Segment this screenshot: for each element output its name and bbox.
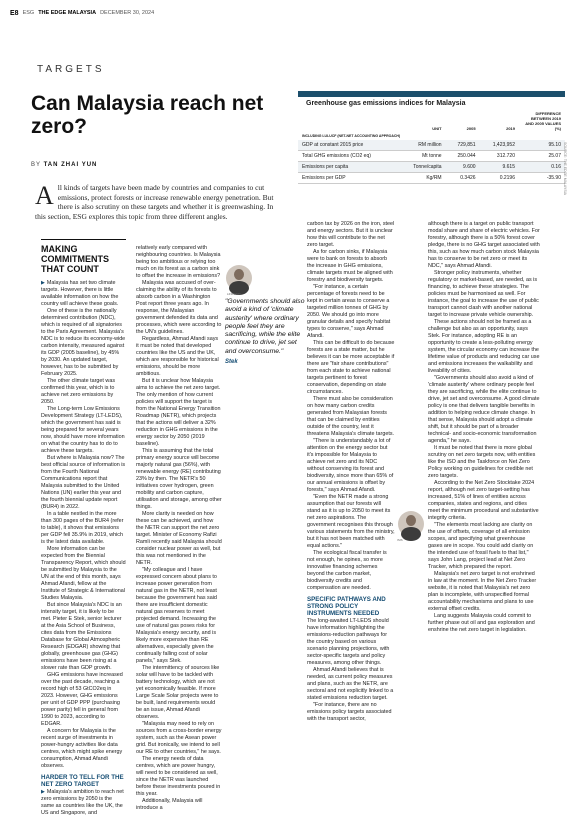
table-cell: Emissions per capita (298, 162, 398, 173)
paragraph: Malaysia was accused of over-claiming the ability of its forests to absorb carbon in a Washington Post report three years ago. In response, the Malaysian government defended its data and processes, which were according to the UN's guidelines. (136, 280, 222, 335)
avatar (226, 265, 252, 291)
paragraph: It must be noted that there is more global scrutiny on net zero targets now, with entities like the ISO and the Taskforce on Net Zero Policy working on guidelines for credible net zero targets. (428, 445, 536, 479)
photo-credit: LINKEDIN (227, 292, 241, 296)
table-cell: Total GHG emissions (CO2 eq) (298, 151, 398, 162)
triangle-bullet-icon: ▶ (41, 280, 45, 286)
table-header-row (298, 110, 565, 132)
table-row (298, 162, 565, 173)
byline-prefix: BY (31, 162, 41, 168)
paragraph: although there is a target on public transport modal share and share of electric vehicles. For forestry, although there is a 50% forest cover pledge, there is no GHG target associated with this, such as how much carbon stock Malaysia has to conserve to be net zero or meet its NDC," says Ahmad Afandi. (428, 221, 540, 269)
paragraph: "For instance, there are no emissions policy targets associated with the transport sector, (307, 702, 392, 722)
pull-quote-text: "Governments should also avoid a kind of 'climate austerity' where ordinary people feel they are sacrificing, while the elite continue to drive, jet set and overconsume." (225, 298, 305, 355)
paragraph: "There is understandably a lot of attention on the energy sector but it's impossible for Malaysia to achieve net zero and its NDC without conserving its forest and biodiversity, since more than 65% of our annual emissions is offset by forests," says Ahmad Afandi. (307, 438, 394, 493)
headline: Can Malaysia reach net zero? (31, 92, 264, 138)
paragraph: Malaysia's net zero target is not enshrined in law at the moment. In the Net Zero Tracker website, it is noted that Malaysia's net zero plan is incomplete, with unspecified formal accountability mechanisms and plans to use external offset credits. (428, 571, 537, 612)
paragraph: The energy needs of data centres, which are power hungry, will need to be considered as well, since the NETR was launched before these investments poured in this year. (136, 756, 221, 797)
column-1 (41, 239, 126, 817)
column-4 (428, 221, 540, 634)
paragraph: "My colleague and I have expressed concern about plans to increase power generation from natural gas in the NETR, not least because the government has said there are insufficient domestic natural gas reserves to meet projected demand. Increasing the use of natural gas poses risks for Malaysia's energy security, and is likely more expensive than RE alternatives, especially given the continually falling cost of solar panels," says Stek. (136, 567, 217, 664)
paragraph: In a table nestled in the more than 300 pages of the BUR4 (refer to table), it shows that emissions per GDP fell 35.9% in 2019, which is the latest data available. (41, 511, 124, 545)
table-cell: 312.720 (480, 151, 519, 162)
table-cell: -35.90 (519, 173, 565, 184)
kicker: TARGETS (37, 64, 105, 75)
paragraph: ▶ Malaysia has set two climate targets. However, there is little available information on how the country will achieve these goals. (41, 280, 119, 307)
table-header: DIFFERENCE BETWEEN 2019 AND 2005 VALUES (%) (525, 111, 561, 131)
paragraph: According to the Net Zero Stocktake 2024 report, although net zero target-setting has increased, 51% of lines of entities across companies, states and regions, and cities meet the minimum procedural and substantive integrity criteria. (428, 480, 539, 521)
paragraph: carbon tax by 2026 on the iron, steel and energy sectors. But it is unclear how this will contribute to the net zero target. (307, 221, 395, 248)
intro-text: ll kinds of targets have been made by countries and companies to cut emissions, protect forests or increase renewable energy penetration. But there is also scrutiny on these targets and whether it is greenwashing. In this section, ESG explores this topic from three different angles. (35, 183, 274, 221)
paragraph: Lang suggests Malaysia could commit to further phase out oil and gas exploration and enshrine the net zero target in legislation. (428, 613, 535, 633)
paragraph: One of these is the nationally determined contribution (NDC), which is required of all signatories to the Paris Agreement. Malaysia's NDC is to reduce its economy-wide carbon intensity, measured against its GDP (2005 baseline), by 45% by 2030. An updated target, however, has to be submitted by February 2025. (41, 308, 126, 377)
table-source: SOURCE: THE EDGE MALAYSIA (563, 142, 567, 195)
paragraph: But since Malaysia's NDC is an intensity target, it is likely to be met. Pieter E Stek, senior lecturer at the Asia School of Business, cites data from the Emissions Database for Global Atmospheric Research (EDGAR) showing that globally, greenhouse gas (GHG) emissions have been rising at a slower rate than GDP growth. (41, 602, 122, 671)
column-2 (136, 245, 222, 812)
triangle-bullet-icon: ▶ (41, 789, 45, 795)
paper-name: THE EDGE MALAYSIA (38, 10, 97, 16)
paragraph: But it is unclear how Malaysia aims to achieve the net zero target. The only mention of how current policies will support the target is from the National Energy Transition Roadmap (NETR), which projects that the actions will deliver a 32% reduction in GHG emissions in the energy sector by 2050 (2019 baseline). (136, 378, 221, 447)
photo-credit: ISIS (397, 538, 403, 542)
subheading: HARDER TO TELL FOR THE NET ZERO TARGET (41, 774, 124, 788)
table-cell: 9.615 (480, 162, 519, 173)
subheading: SPECIFIC PATHWAYS AND STRONG POLICY INSTRUMENTS NEEDED (307, 596, 386, 617)
paragraph: ▶ Malaysia's ambition to reach net zero emissions by 2050 is the same as countries like the UK, the US and Singapore, and (41, 789, 124, 816)
paragraph: "Malaysia may need to rely on sources from a cross-border energy system, such as the Asean power grid. But ironically, we intend to sell our RE to other countries," he says. (136, 721, 222, 755)
paragraph: The other climate target was confirmed this year, which is to achieve net zero emissions by 2050. (41, 378, 116, 405)
table-cell: 250.044 (446, 151, 480, 162)
pull-quote (225, 298, 305, 366)
paragraph: Regardless, Ahmad Afandi says it must be noted that developed countries like the US and the UK, which are responsible for historical emissions, should be more ambitious. (136, 336, 219, 377)
table-cell: 25.07 (519, 151, 565, 162)
table-row (298, 173, 565, 184)
paragraph: This is assuming that the total primary energy source will become majorly natural gas (56%), with renewable energy (RE) contributing 23% by then. The NETR's 50 initiatives cover hydrogen, green mobility and carbon capture, utilisation and storage, among other things. (136, 448, 222, 510)
paragraph: "The elements most lacking are clarity on the use of offsets, coverage of all emission scopes, and specifying what greenhouse gases are in scope. You could add clarity on the intended use of fossil fuels to that list," says John Lang, project lead at Net Zero Tracker, which prepared the report. (428, 522, 534, 570)
section-title: MAKING COMMITMENTS THAT COUNT (41, 239, 126, 274)
table-cell: 0.3426 (446, 173, 480, 184)
paragraph: Additionally, Malaysia will introduce a (136, 798, 203, 811)
emissions-table (298, 91, 565, 184)
table-grid (298, 110, 565, 184)
paragraph: Ahmad Afandi believes that is needed, as current policy measures and plans, such as the NETR, are sectoral and not explicitly linked to a stated emissions reduction target. (307, 667, 394, 701)
paragraph: More clarity is needed on how these can be achieved, and how the NETR can support the net zero target. Minister of Economy Rafizi Ramli recently said Malaysia should consider nuclear power as well, but this was not mentioned in the NETR. (136, 511, 222, 566)
paragraph: relatively early compared with neighbouring countries. Is Malaysia being too ambitious or relying too much on its forest as a carbon sink to offset the increase in emissions? (136, 245, 221, 279)
paragraph: The intermittency of sources like solar will have to be tackled with battery technology, which are not yet economically feasible. If more Large Scale Solar projects were to be built, land requirements would be an issue, Ahmad Afandi observes. (136, 665, 220, 720)
table-cell: Mt tonne (398, 151, 445, 162)
table-header: UNIT (432, 126, 442, 131)
table-cell: GDP at constant 2015 price (298, 140, 398, 151)
paragraph: Stronger policy instruments, whether regulatory or market-based, are needed, as is financing, to achieve these strategies. The policies must be harmonised as well. For instance, the goal to increase the use of public transport cannot clash with another national target to increase private vehicle ownership. (428, 270, 539, 318)
table-title: Greenhouse gas emissions indices for Malaysia (306, 100, 466, 107)
section-name: ESG (22, 10, 35, 16)
paragraph: This can be difficult to do because forests are a state matter, but he believes it can be more acceptable if there are "fair share contributions" from each state to achieve national targets pertinent to forest conservation, depending on state circumstances. (307, 340, 395, 395)
table-cell: 9.600 (446, 162, 480, 173)
table-cell: 729,851 (446, 140, 480, 151)
byline-author: TAN ZHAI YUN (43, 162, 98, 168)
table-cell: 1,423,952 (480, 140, 519, 151)
paragraph: The Long-term Low Emissions Development Strategy (LT-LEDS), which the government has said is being prepared for several years now, should have more information on what the country has to do to achieve these targets. (41, 406, 125, 454)
paragraph: A concern for Malaysia is the recent surge of investments in power-hungry activities like data centres, which might spike energy consumption, Ahmad Afandi observes. (41, 728, 123, 769)
table-row (298, 151, 565, 162)
table-header: 2019 (506, 126, 515, 131)
intro-paragraph (35, 183, 280, 221)
table-cell: Emissions per GDP (298, 173, 398, 184)
table-cell: Kg/RM (398, 173, 445, 184)
table-cell: 0.2196 (480, 173, 519, 184)
issue-date: DECEMBER 30, 2024 (100, 10, 155, 16)
page-number: E8 (10, 9, 19, 17)
paragraph: "Even the NETR made a strong assumption that our forests will stand as it is up to 2050 to meet its net zero aspirations. The government recognises this through various statements from the ministry, but it has not been matched with equal actions." (307, 494, 395, 549)
byline (31, 162, 97, 168)
paragraph: But where is Malaysia now? The best official source of information is from the Fourth National Communications report that Malaysia submitted to the United Nations (UN) earlier this year and the fourth biennial update report (BUR4) in 2022. (41, 455, 126, 510)
paragraph: "Governments should also avoid a kind of 'climate austerity' where ordinary people feel they are sacrificing, while the elite continue to drive, jet set and overconsume. A good climate policy is one that delivers tangible benefits in addition to helping reduce climate change. In that sense, Malaysia should adopt a climate shift, but it should be part of a broader technical- and socio-economic transformation agenda," he says. (428, 375, 540, 444)
paragraph: As for carbon sinks, if Malaysia were to bank on forests to absorb the increase in GHG emissions, climate targets must be aligned with forestry and biodiversity targets. (307, 249, 393, 283)
table-cell: 0.16 (519, 162, 565, 173)
pull-quote-cite: Stek (225, 359, 238, 366)
avatar (398, 511, 424, 537)
paragraph: There must also be consideration on how many carbon credits generated from Malaysian forests that can be claimed by entities outside of the country, lest it threatens Malaysia's climate targets. (307, 396, 395, 437)
table-cell: RM million (398, 140, 445, 151)
table-note: INCLUDING LULUCF (NET-NET ACCOUNTING APPROACH) (302, 134, 401, 138)
masthead (10, 7, 570, 19)
paragraph: GHG emissions have increased over the past decade, reaching a record high of 53 GtCO2eq in 2023. However, GHG emissions per unit of GDP PPP (purchasing power parity) fell in general from 1990 to 2023, according to EDGAR. (41, 672, 123, 727)
table-header (298, 110, 398, 132)
paragraph: These actions should not be framed as a challenge but also as an opportunity, says Stek. For instance, adopting RE is an opportunity to create a less-polluting energy system, the circular economy can increase the lifetime value of products and reducing car use and emissions increases the walkability and liveability of cities. (428, 319, 540, 374)
column-3 (307, 221, 395, 723)
table-row (298, 140, 565, 151)
paragraph: The long-awaited LT-LEDS should have information highlighting the emissions-reduction pathways for the country based on various scenario planning projections, with sector-specific targets and policy measures, among other things. (307, 618, 390, 666)
drop-cap: A (35, 181, 54, 210)
table-cell: Tonne/capita (398, 162, 445, 173)
paragraph: "For instance, a certain percentage of forests need to be kept in certain areas to conserve a targeted million tonnes of GHG by 2050. We should go into more granular details and specify habitat types to conserve," says Ahmad Afandi. (307, 284, 391, 339)
table-header: 2005 (466, 126, 476, 131)
paragraph: More information can be expected from the Biennial Transparency Report, which should be submitted by Malaysia to the UN at the end of this month, says Ahmad Afandi, fellow at the Institute of Strategic & International Studies Malaysia. (41, 546, 126, 601)
table-cell: 95.10 (519, 140, 565, 151)
paragraph: The ecological fiscal transfer is not enough, he opines, so more innovative financing schemes beyond the carbon market, biodiversity credits and compensation are needed. (307, 550, 387, 591)
